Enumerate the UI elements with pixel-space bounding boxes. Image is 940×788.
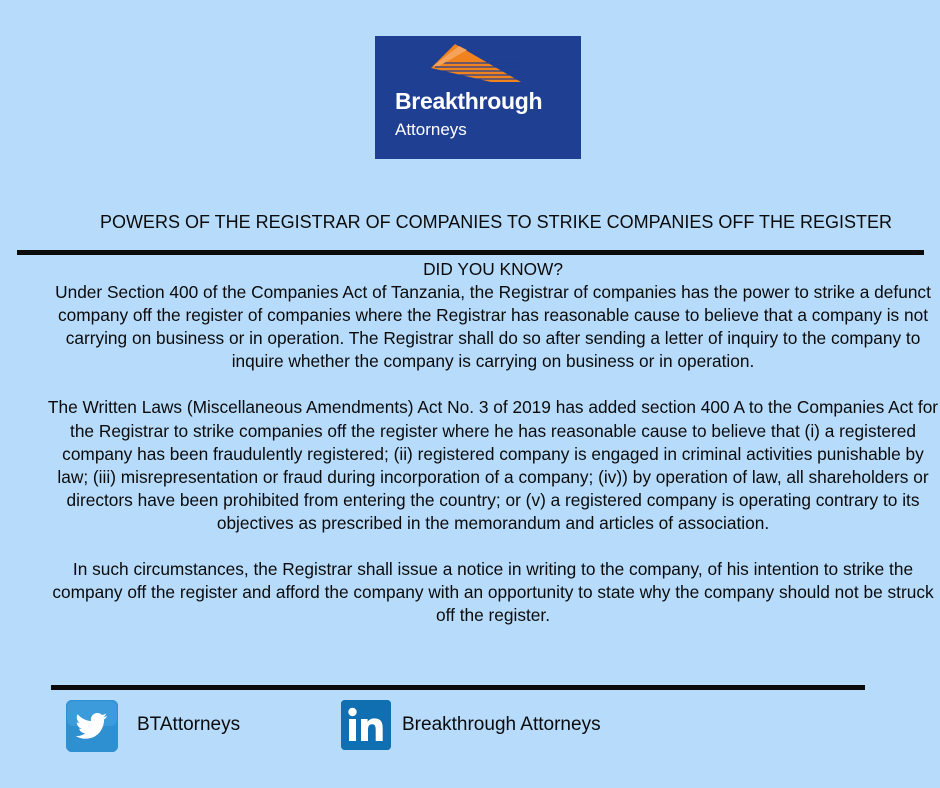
paragraph-spacer <box>46 373 940 396</box>
page-title: POWERS OF THE REGISTRAR OF COMPANIES TO STRIKE COMPANIES OFF THE REGISTER <box>99 212 893 232</box>
twitter-handle[interactable]: BTAttorneys <box>137 714 241 735</box>
linkedin-name[interactable]: Breakthrough Attorneys <box>402 714 601 735</box>
logo-sub-text: Attorneys <box>395 120 467 139</box>
paragraph-section-400a: The Written Laws (Miscellaneous Amendments) Act No. 3 of 2019 has added section 400 A to the Companies Act for the Registrar to strike companies off the register where he has reasonable cause to believe that (i) a registered company has been fraudulently registered; (ii) registered company is engaged in criminal activities punishable by law; (iii) misrepresentation or fraud during incorporation of a company; (iv)) by operation of law, all shareholders or directors have been prohibited from entering the country; or (v) a registered company is operating contrary to its objectives as prescribed in the memorandum and articles of association. <box>47 397 939 533</box>
company-logo <box>375 36 581 159</box>
bottom-divider <box>51 685 865 690</box>
paragraph-section-400: Under Section 400 of the Companies Act of Tanzania, the Registrar of companies has the power to strike a defunct company off the register of companies where the Registrar has reasonable cause to believe that a company is not carrying on business or in operation. The Registrar shall do so after sending a letter of inquiry to the company to inquire whether the company is carrying on business or in operation. <box>55 282 931 372</box>
top-divider <box>17 250 924 255</box>
linkedin-icon[interactable] <box>341 700 391 750</box>
twitter-bird-icon[interactable] <box>66 700 118 752</box>
logo-brand-text: Breakthrough <box>395 88 543 114</box>
did-you-know-heading: DID YOU KNOW? <box>423 259 563 279</box>
paragraph-spacer <box>46 535 940 558</box>
article-body <box>46 258 940 627</box>
paragraph-notice: In such circumstances, the Registrar shall issue a notice in writing to the company, of his intention to strike the company off the register and afford the company with an opportunity to state why the company should not be struck off the register. <box>52 559 934 626</box>
